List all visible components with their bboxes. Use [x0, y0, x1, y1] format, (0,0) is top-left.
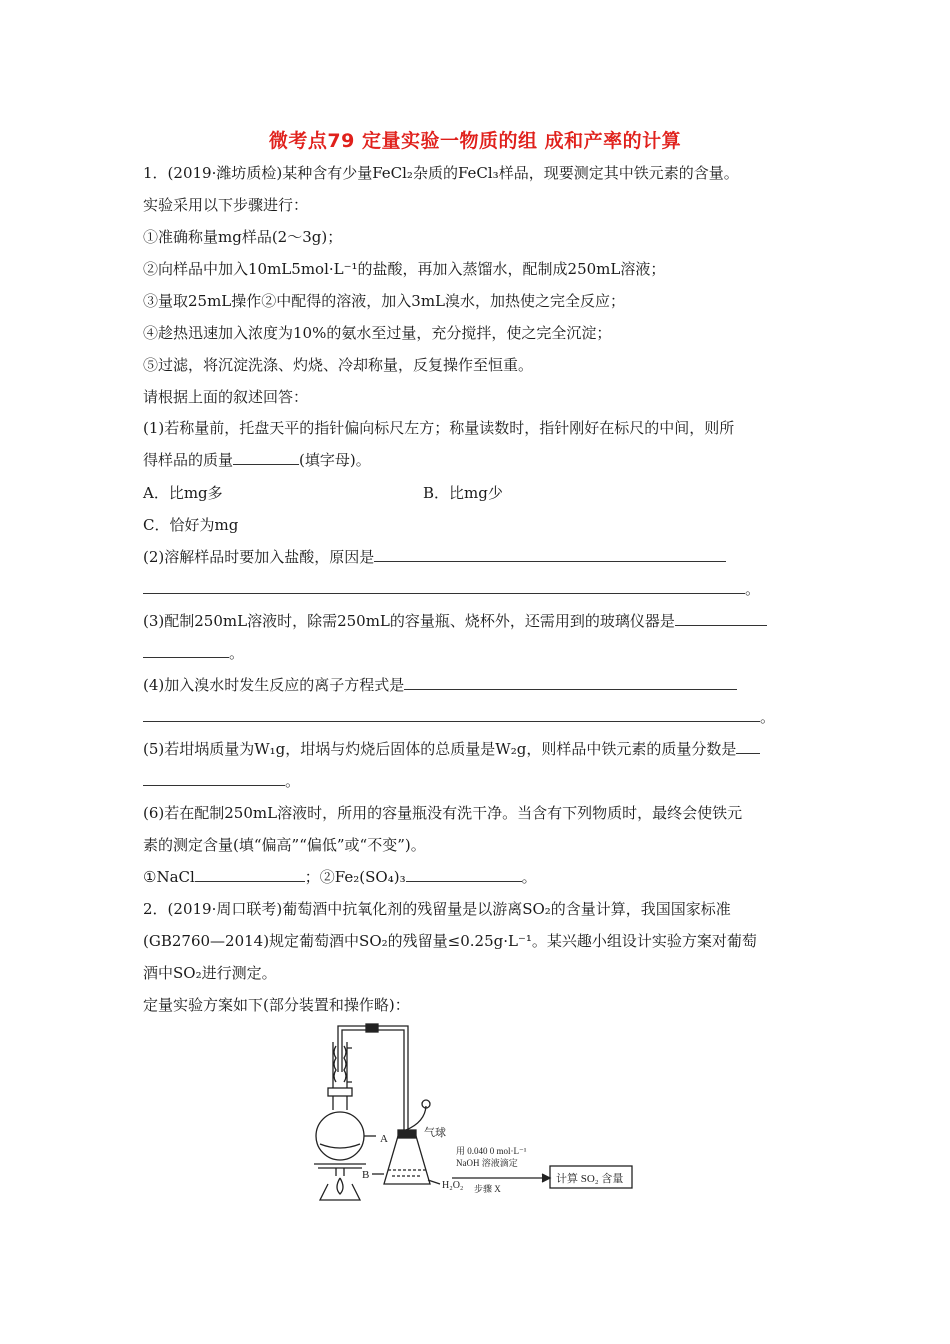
arrow-label-bottom: 步骤 X [474, 1184, 501, 1194]
answer-blank-2a[interactable] [374, 547, 726, 562]
part-4-text: (4)加入溴水时发生反应的离子方程式是 [143, 676, 405, 694]
part-2 [143, 547, 726, 567]
step-1: ①准确称量mg样品(2～3g)； [143, 228, 343, 246]
q2-stem-3: 酒中SO₂进行测定。 [143, 964, 277, 982]
part-5 [143, 739, 760, 759]
label-balloon: 气球 [424, 1127, 446, 1139]
answer-blank-5b[interactable] [143, 771, 285, 786]
answer-blank-4a[interactable] [404, 675, 737, 690]
step-2: ②向样品中加入10mL5mol·L⁻¹的盐酸，再加入蒸馏水，配制成250mL溶液； [143, 260, 666, 278]
label-a: A [380, 1133, 388, 1145]
q2-stem: 2．(2019·周口联考)葡萄酒中抗氧化剂的残留量是以游离SO₂的含量计算，我国国家标准 [143, 900, 731, 918]
page-title: 微考点79 定量实验一物质的组 成和产率的计算 [268, 130, 682, 152]
part-6-line-1: (6)若在配制250mL溶液时，所用的容量瓶没有洗干净。当含有下列物质时，最终会使铁元 [143, 804, 743, 822]
step-5: ⑤过滤，将沉淀洗涤、灼烧、冷却称量，反复操作至恒重。 [143, 356, 534, 374]
part-1-line-1: (1)若称量前，托盘天平的指针偏向标尺左方；称量读数时，指针刚好在标尺的中间，则所 [143, 419, 735, 437]
step-4: ④趁热迅速加入浓度为10%的氨水至过量，充分搅拌，使之完全沉淀； [143, 324, 612, 342]
apparatus-diagram [300, 1018, 645, 1210]
arrow-label-top-1: 用 0.040 0 mol·L⁻¹ [456, 1146, 527, 1156]
answer-blank-1[interactable] [233, 450, 299, 465]
result-box-label: 计算 SO₂ 含量 [556, 1173, 624, 1185]
prompt: 请根据上面的叙述回答： [143, 388, 309, 406]
answer-blank-3a[interactable] [675, 611, 767, 626]
part-5-cont: 。 [143, 771, 300, 791]
part-3-text: (3)配制250mL溶液时，除需250mL的容量瓶、烧杯外，还需用到的玻璃仪器是 [143, 612, 675, 630]
arrow-label-top-2: NaOH 溶液滴定 [456, 1158, 518, 1168]
q1-stem: 1．(2019·潍坊质检)某种含有少量FeCl₂杂质的FeCl₃样品，现要测定其中铁元素的含量。 [143, 164, 739, 182]
answer-blank-5a[interactable] [736, 739, 760, 754]
q2-stem-4: 定量实验方案如下(部分装置和操作略)： [143, 996, 410, 1014]
step-3: ③量取25mL操作②中配得的溶液，加入3mL溴水，加热使之完全反应； [143, 292, 626, 310]
part-4 [143, 675, 737, 695]
option-b: B．比mg少 [423, 484, 503, 502]
q2-stem-2: (GB2760—2014)规定葡萄酒中SO₂的残留量≤0.25g·L⁻¹。某兴趣小组设计实验方案对葡萄 [143, 932, 757, 950]
part-3 [143, 611, 767, 631]
label-b: B [362, 1169, 370, 1181]
part-3-cont: 。 [143, 643, 244, 663]
answer-blank-6a[interactable] [195, 867, 305, 882]
option-c: C．恰好为mg [143, 516, 239, 534]
part-5-text: (5)若坩埚质量为W₁g，坩埚与灼烧后固体的总质量是W₂g，则样品中铁元素的质量分数是 [143, 740, 737, 758]
q1-stem-2: 实验采用以下步骤进行： [143, 196, 309, 214]
part-1-suffix: (填字母)。 [299, 451, 371, 469]
part-1-prefix: 得样品的质量 [143, 451, 234, 469]
label-h2o2: H₂O₂ [442, 1180, 464, 1191]
part-6-line-2: 素的测定含量(填“偏高”“偏低”或“不变”)。 [143, 836, 426, 854]
part-2-cont: 。 [143, 579, 760, 599]
part-2-text: (2)溶解样品时要加入盐酸，原因是 [143, 548, 375, 566]
part-4-cont: 。 [143, 707, 775, 727]
answer-blank-4b[interactable] [143, 707, 760, 722]
answer-blank-6b[interactable] [406, 867, 522, 882]
part-6-answers: ①NaCl ；②Fe₂(SO₄)₃ 。 [143, 868, 537, 886]
option-a: A．比mg多 [143, 484, 223, 502]
answer-blank-3b[interactable] [143, 643, 229, 658]
answer-blank-2b[interactable] [143, 579, 745, 594]
part-1-line-2 [143, 450, 371, 470]
